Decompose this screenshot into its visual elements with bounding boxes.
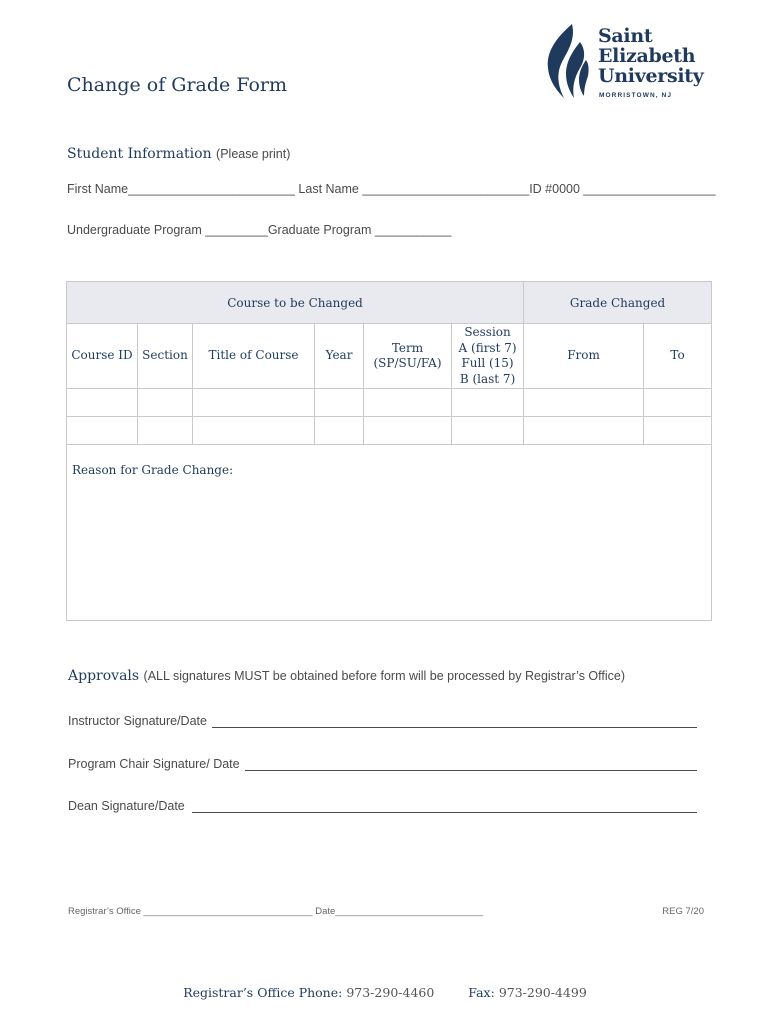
chair-signature-label: Program Chair Signature/ Date [68,757,240,771]
col-term [364,324,452,389]
col-course-id: Course ID [67,324,138,389]
cell-year[interactable] [315,389,364,417]
student-info-title: Student Information [67,146,212,162]
university-logo [542,22,722,104]
col-term-line-2: (SP/SU/FA) [373,356,442,370]
program-line[interactable]: Undergraduate Program _________Graduate Program ___________ [67,223,452,237]
cell-session[interactable] [452,389,524,417]
course-table [66,281,712,621]
logo-line-elizabeth: Elizabeth [598,45,696,67]
cell-from[interactable] [524,417,644,445]
reason-box[interactable] [67,445,712,621]
cell-term[interactable] [364,389,452,417]
course-group-header: Course to be Changed [67,282,524,324]
dean-signature-label: Dean Signature/Date [68,799,185,813]
cell-year[interactable] [315,417,364,445]
page-title: Change of Grade Form [67,74,288,96]
student-info-note: (Please print) [216,147,291,161]
col-section: Section [138,324,193,389]
footer-contact [0,985,770,1000]
cell-course-id[interactable] [67,389,138,417]
cell-section[interactable] [138,389,193,417]
approvals-heading [68,668,625,684]
logo-line-university: University [598,65,704,87]
cell-course-id[interactable] [67,417,138,445]
registrar-office-line[interactable]: Registrar’s Office ________________________________ Date____________________________ [68,906,484,917]
col-session [452,324,524,389]
cell-from[interactable] [524,389,644,417]
chair-signature-field[interactable] [245,770,697,771]
flame-logo-icon [542,22,590,102]
col-session-line-1: Session [464,325,511,339]
col-session-line-4: B (last 7) [459,371,516,386]
col-title: Title of Course [193,324,315,389]
instructor-signature-field[interactable] [212,727,697,728]
col-session-line-2: A (first 7) [458,340,517,355]
fax-label: Fax: [468,985,495,1000]
approvals-note: (ALL signatures MUST be obtained before form will be processed by Registrar’s Office) [143,669,626,683]
approvals-title: Approvals [68,668,140,684]
student-info-heading [67,146,290,162]
grade-group-header: Grade Changed [524,282,712,324]
cell-section[interactable] [138,417,193,445]
dean-signature-field[interactable] [192,812,697,813]
logo-location: MORRISTOWN, NJ [599,92,673,99]
cell-title[interactable] [193,389,315,417]
phone-number: 973-290-4460 [346,985,435,1000]
col-from: From [524,324,644,389]
logo-line-saint: Saint [598,25,653,47]
name-id-line[interactable]: First Name________________________ Last Name ________________________ID #0000 ___________________ [67,182,716,196]
col-year: Year [315,324,364,389]
cell-to[interactable] [644,389,712,417]
cell-title[interactable] [193,417,315,445]
cell-to[interactable] [644,417,712,445]
instructor-signature-label: Instructor Signature/Date [68,714,207,728]
cell-term[interactable] [364,417,452,445]
fax-number: 973-290-4499 [498,985,587,1000]
reason-label: Reason for Grade Change: [72,463,234,477]
col-session-line-3: Full (15) [461,356,514,370]
table-row [67,417,712,445]
cell-session[interactable] [452,417,524,445]
table-row [67,389,712,417]
form-revision-code: REG 7/20 [662,906,704,917]
col-term-line-1: Term [391,340,424,355]
col-to: To [644,324,712,389]
phone-label: Registrar’s Office Phone: [183,985,343,1000]
